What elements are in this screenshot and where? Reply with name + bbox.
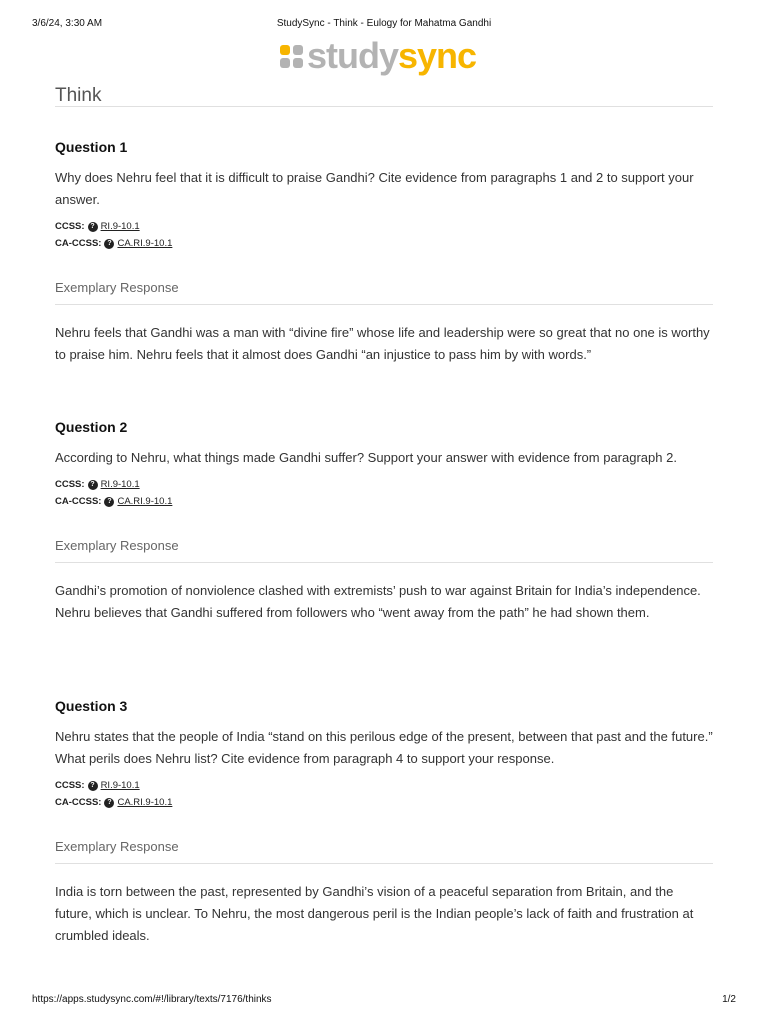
ca-ccss-label: CA-CCSS:	[55, 238, 102, 249]
question-title: Question 3	[55, 698, 128, 714]
ccss-standard	[55, 476, 713, 493]
logo-dot	[280, 45, 290, 55]
ccss-standard-link[interactable]: RI.9-10.1	[100, 221, 140, 232]
question-circle-icon[interactable]: ?	[104, 497, 114, 507]
ca-ccss-standard	[55, 794, 713, 811]
question-circle-icon[interactable]: ?	[88, 781, 98, 791]
logo-word-study: study	[307, 35, 399, 76]
page-title: Think	[55, 84, 102, 106]
question-block	[55, 138, 713, 366]
print-document-title: StudySync - Think - Eulogy for Mahatma Gandhi	[276, 18, 492, 29]
logo-dot	[293, 58, 303, 68]
question-circle-icon[interactable]: ?	[88, 222, 98, 232]
title-divider	[55, 106, 713, 107]
ccss-standard	[55, 218, 713, 235]
exemplary-divider	[55, 304, 713, 305]
standards-list	[55, 218, 713, 252]
exemplary-response-label: Exemplary Response	[55, 839, 179, 854]
question-circle-icon[interactable]: ?	[104, 798, 114, 808]
question-circle-icon[interactable]: ?	[88, 480, 98, 490]
question-title: Question 1	[55, 139, 128, 155]
ccss-standard-link[interactable]: RI.9-10.1	[100, 479, 140, 490]
exemplary-divider	[55, 863, 713, 864]
ca-ccss-label: CA-CCSS:	[55, 496, 102, 507]
ccss-standard-link[interactable]: RI.9-10.1	[100, 780, 140, 791]
exemplary-divider	[55, 562, 713, 563]
exemplary-response-text: India is torn between the past, represented by Gandhi’s vision of a peaceful separation from Britain, and the future, which is unclear. To Nehru, the most dangerous peril is the Indian people’s lack of faith and frustration at crumbled ideals.	[55, 884, 694, 943]
question-circle-icon[interactable]: ?	[104, 239, 114, 249]
exemplary-response-label: Exemplary Response	[55, 280, 179, 295]
ccss-label: CCSS:	[55, 221, 85, 232]
print-url: https://apps.studysync.com/#!/library/texts/7176/thinks	[32, 994, 272, 1005]
ccss-standard	[55, 777, 713, 794]
question-prompt: Nehru states that the people of India “stand on this perilous edge of the present, between that past and the future.” What perils does Nehru list? Cite evidence from paragraph 4 to support your response.	[55, 729, 713, 766]
ca-ccss-standard-link[interactable]: CA.RI.9-10.1	[117, 238, 173, 249]
standards-list	[55, 777, 713, 811]
question-block	[55, 418, 713, 624]
ccss-label: CCSS:	[55, 780, 85, 791]
exemplary-response-text: Nehru feels that Gandhi was a man with “divine fire” whose life and leadership were so great that no one is worthy to praise him. Nehru feels that it almost does Gandhi “an injustice to pass him by with words.”	[55, 325, 710, 362]
question-block	[55, 697, 713, 947]
standards-list	[55, 476, 713, 510]
ca-ccss-standard-link[interactable]: CA.RI.9-10.1	[117, 797, 173, 808]
logo-wordmark	[307, 36, 476, 76]
ca-ccss-standard-link[interactable]: CA.RI.9-10.1	[117, 496, 173, 507]
question-prompt: Why does Nehru feel that it is difficult to praise Gandhi? Cite evidence from paragraphs 1 and 2 to support your answer.	[55, 170, 694, 207]
print-header	[32, 18, 736, 32]
logo-dots-icon	[280, 45, 303, 68]
ca-ccss-standard	[55, 493, 713, 510]
ccss-label: CCSS:	[55, 479, 85, 490]
question-prompt: According to Nehru, what things made Gandhi suffer? Support your answer with evidence from paragraph 2.	[55, 450, 677, 465]
ca-ccss-label: CA-CCSS:	[55, 797, 102, 808]
print-footer	[32, 994, 736, 1006]
logo-dot	[293, 45, 303, 55]
question-title: Question 2	[55, 419, 128, 435]
print-page-number: 1/2	[722, 994, 736, 1005]
exemplary-response-text: Gandhi’s promotion of nonviolence clashed with extremists’ push to war against Britain for India’s independence. Nehru believes that Gandhi suffered from followers who “went away from the path” he had shown them.	[55, 583, 701, 620]
print-datetime: 3/6/24, 3:30 AM	[32, 18, 103, 29]
ca-ccss-standard	[55, 235, 713, 252]
exemplary-response-label: Exemplary Response	[55, 538, 179, 553]
logo-word-sync: sync	[398, 35, 477, 76]
studysync-logo	[280, 36, 476, 76]
logo-dot	[280, 58, 290, 68]
